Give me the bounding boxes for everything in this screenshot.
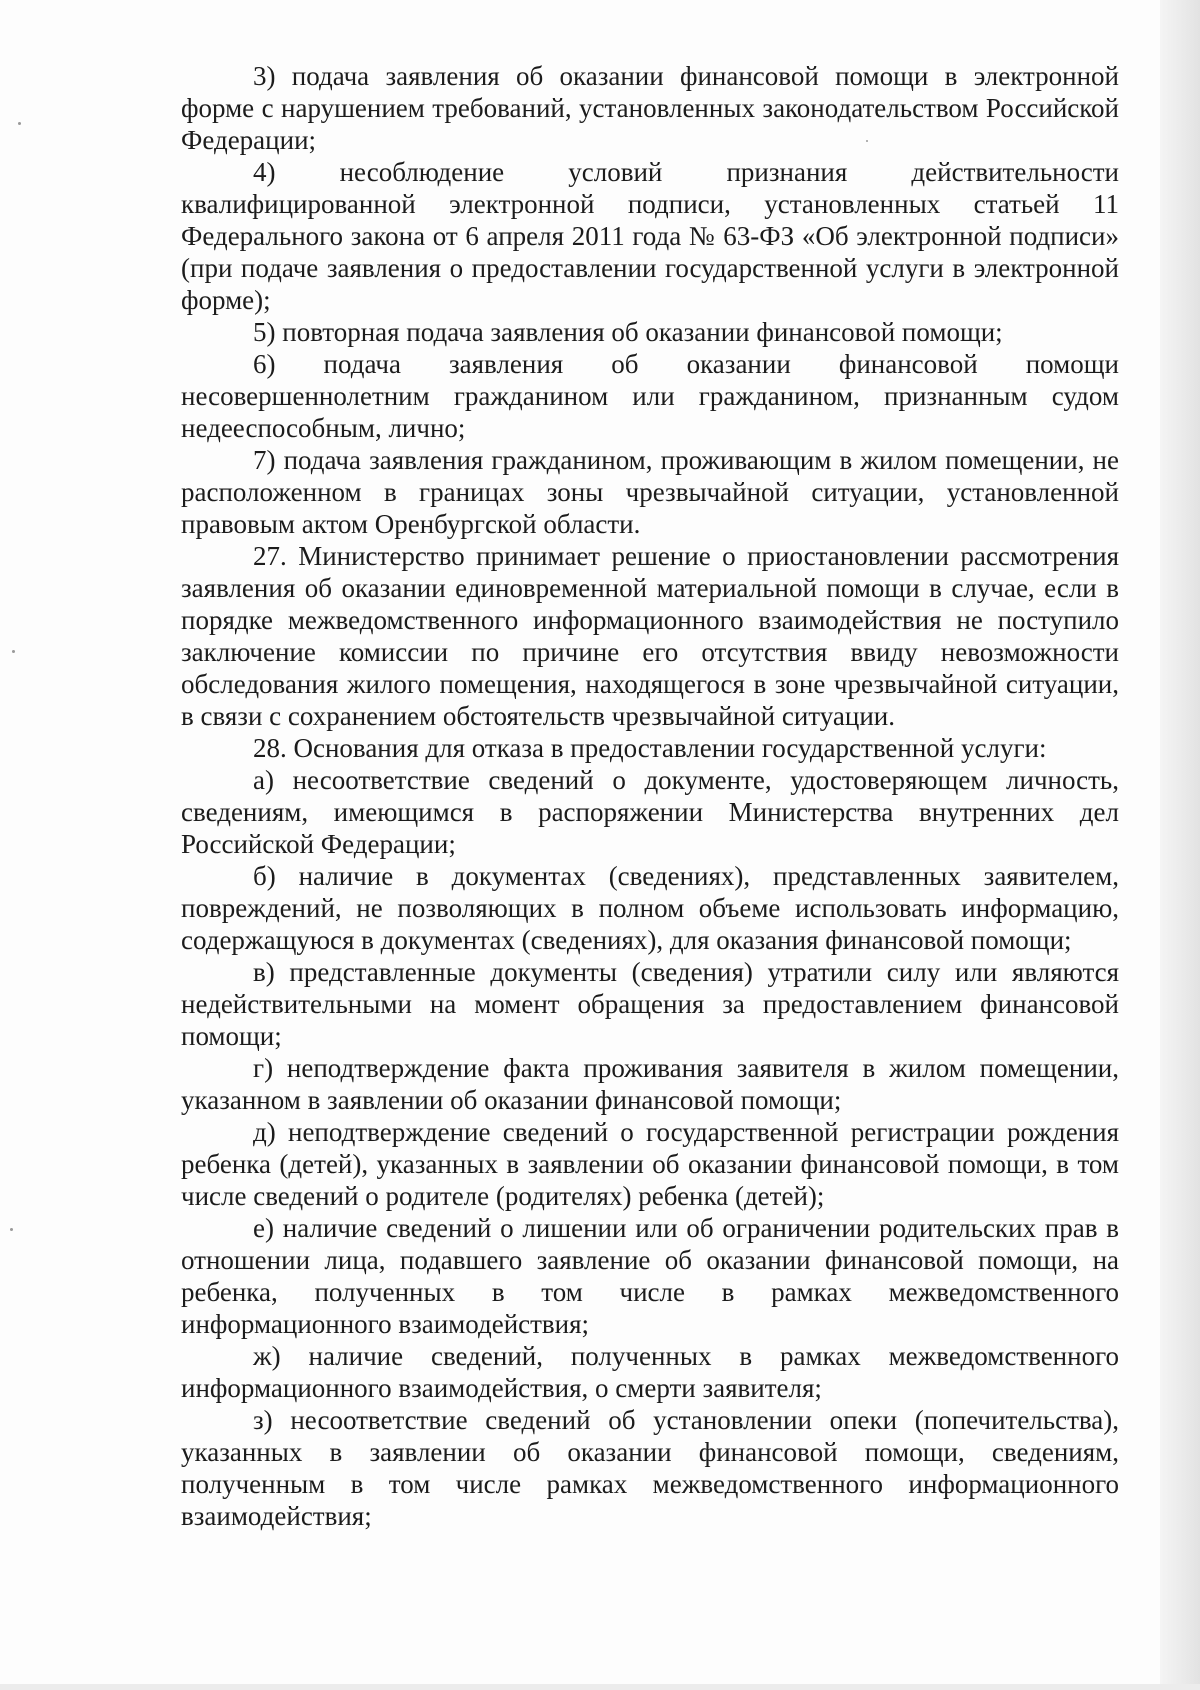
paragraph-item-g: г) неподтверждение факта проживания заявителя в жилом помещении, указанном в заявлении об оказании финансовой помощи; [181,1053,1119,1115]
paragraph-item-5: 5) повторная подача заявления об оказании финансовой помощи; [253,317,1003,347]
paragraph-item-zh: ж) наличие сведений, полученных в рамках межведомственного информационного взаимодействия, о смерти заявителя; [181,1341,1119,1403]
paragraph-item-3: 3) подача заявления об оказании финансовой помощи в электронной форме с нарушением требований, установленных законодательством Российской Федерации; [181,61,1119,155]
scan-bottom-edge [0,1684,1200,1690]
scan-shadow-edge [1160,0,1200,1690]
paragraph-clause-27: 27. Министерство принимает решение о приостановлении рассмотрения заявления об оказании единовременной материальной помощи в случае, если в порядке межведомственного информационного взаимодействия не поступило заключение комиссии по причине его отсутствия ввиду невозможности обследования жилого помещения, находящегося в зоне чрезвычайной ситуации, в связи с сохранением обстоятельств чрезвычайной ситуации. [181,541,1119,731]
paragraph-item-7: 7) подача заявления гражданином, проживающим в жилом помещении, не расположенном в границах зоны чрезвычайной ситуации, установленной правовым актом Оренбургской области. [181,445,1119,539]
document-body [181,60,1119,1532]
paragraph-item-6: 6) подача заявления об оказании финансовой помощи несовершеннолетним гражданином или гражданином, признанным судом недееспособным, лично; [181,349,1119,443]
paragraph-item-z: з) несоответствие сведений об установлении опеки (попечительства), указанных в заявлении об оказании финансовой помощи, сведениям, полученным в том числе рамках межведомственного информационного взаимодействия; [181,1405,1119,1531]
paragraph-item-d: д) неподтверждение сведений о государственной регистрации рождения ребенка (детей), указанных в заявлении об оказании финансовой помощи, в том числе сведений о родителе (родителях) ребенка (детей); [181,1117,1119,1211]
paragraph-item-a: а) несоответствие сведений о документе, удостоверяющем личность, сведениям, имеющимся в распоряжении Министерства внутренних дел Российской Федерации; [181,765,1119,859]
paragraph-item-e: е) наличие сведений о лишении или об ограничении родительских прав в отношении лица, подавшего заявление об оказании финансовой помощи, на ребенка, полученных в том числе в рамках межведомственного информационного взаимодействия; [181,1213,1119,1339]
scan-speck [10,1228,13,1231]
scan-speck [12,650,15,653]
scan-speck [18,122,21,125]
paragraph-item-4: 4) несоблюдение условий признания действительности квалифицированной электронной подписи, установленных статьей 11 Федерального закона от 6 апреля 2011 года № 63-ФЗ «Об электронной подписи» (при подаче заявления о предоставлении государственной услуги в электронной форме); [181,157,1119,315]
paragraph-clause-28: 28. Основания для отказа в предоставлении государственной услуги: [253,733,1047,763]
paragraph-item-b: б) наличие в документах (сведениях), представленных заявителем, повреждений, не позволяющих в полном объеме использовать информацию, содержащуюся в документах (сведениях), для оказания финансовой помощи; [181,861,1119,955]
paragraph-item-v: в) представленные документы (сведения) утратили силу или являются недействительными на момент обращения за предоставлением финансовой помощи; [181,957,1119,1051]
